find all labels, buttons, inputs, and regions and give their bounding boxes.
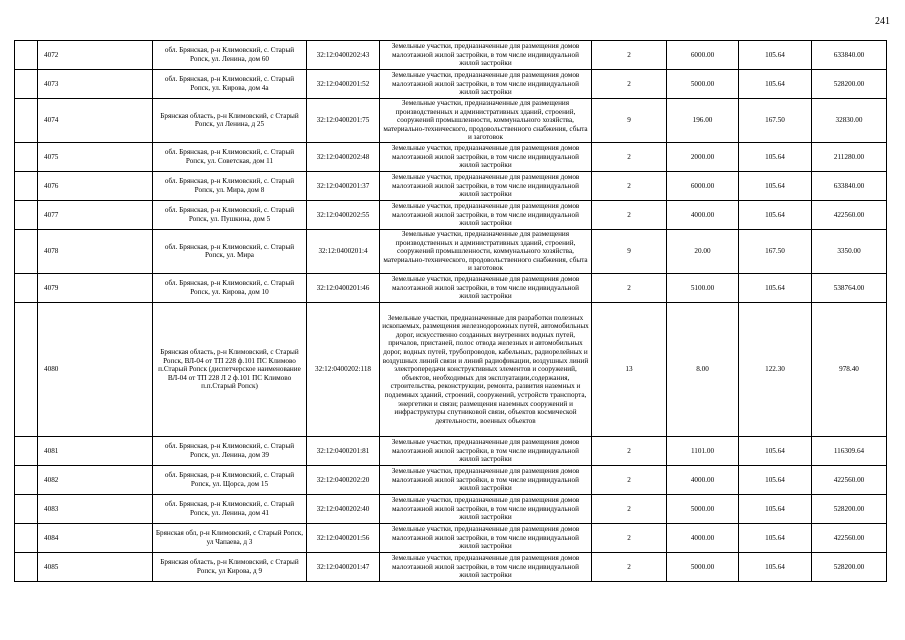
blank-margin-cell: [15, 171, 38, 200]
blank-margin-cell: [15, 436, 38, 465]
use-group-cell: 2: [592, 273, 667, 302]
use-group-cell: 2: [592, 523, 667, 552]
land-use-cell: Земельные участки, предназначенные для размещения производственных и административных зданий, строений, сооружений промышленности, коммунального хозяйства, материально-технического, продовольственного снабжения, сбыта и заготовок: [380, 229, 592, 273]
use-group-cell: 9: [592, 99, 667, 143]
area-cell: 8.00: [667, 302, 739, 436]
area-cell: 5000.00: [667, 494, 739, 523]
table-row: [15, 465, 887, 494]
land-use-cell: Земельные участки, предназначенные для размещения домов малоэтажной жилой застройки, в том числе индивидуальной жилой застройки: [380, 273, 592, 302]
land-use-cell: Земельные участки, предназначенные для размещения домов малоэтажной жилой застройки, в том числе индивидуальной жилой застройки: [380, 494, 592, 523]
table-body: [15, 41, 887, 582]
specific-value-cell: 122.30: [739, 302, 812, 436]
land-use-cell: Земельные участки, предназначенные для размещения производственных и административных зданий, строений, сооружений промышленности, коммунального хозяйства, материально-технического, продовольственного снабжения, сбыта и заготовок: [380, 99, 592, 143]
blank-margin-cell: [15, 200, 38, 229]
cadastral-number-cell: 32:12:0400201:52: [307, 70, 380, 99]
area-cell: 4000.00: [667, 200, 739, 229]
land-use-cell: Земельные участки, предназначенные для размещения домов малоэтажной жилой застройки, в том числе индивидуальной жилой застройки: [380, 171, 592, 200]
table-row: [15, 302, 887, 436]
row-number-cell: 4077: [38, 200, 153, 229]
cadastral-number-cell: 32:12:0400202:48: [307, 142, 380, 171]
table-row: [15, 99, 887, 143]
land-use-cell: Земельные участки, предназначенные для размещения домов малоэтажной жилой застройки, в том числе индивидуальной жилой застройки: [380, 523, 592, 552]
land-use-cell: Земельные участки, предназначенные для размещения домов малоэтажной жилой застройки, в том числе индивидуальной жилой застройки: [380, 200, 592, 229]
cadastral-number-cell: 32:12:0400201:4: [307, 229, 380, 273]
use-group-cell: 2: [592, 494, 667, 523]
address-cell: обл. Брянская, р-н Климовский, с. Старый Ропск, ул. Кирова, дом 4а: [153, 70, 307, 99]
specific-value-cell: 167.50: [739, 99, 812, 143]
cadastral-value-cell: 422560.00: [812, 523, 887, 552]
address-cell: обл. Брянская, р-н Климовский, с. Старый Ропск, ул. Мира: [153, 229, 307, 273]
blank-margin-cell: [15, 302, 38, 436]
row-number-cell: 4076: [38, 171, 153, 200]
specific-value-cell: 105.64: [739, 273, 812, 302]
table-row: [15, 436, 887, 465]
address-cell: обл. Брянская, р-н Климовский, с. Старый Ропск, ул. Ленина, дом 41: [153, 494, 307, 523]
blank-margin-cell: [15, 273, 38, 302]
use-group-cell: 2: [592, 552, 667, 581]
cadastral-number-cell: 32:12:0400201:37: [307, 171, 380, 200]
area-cell: 6000.00: [667, 41, 739, 70]
address-cell: Брянская область, р-н Климовский, с Старый Ропск, ул Ленина, д 25: [153, 99, 307, 143]
cadastral-value-cell: 528200.00: [812, 494, 887, 523]
area-cell: 4000.00: [667, 465, 739, 494]
address-cell: Брянская обл, р-н Климовский, с Старый Ропск, ул Чапаева, д 3: [153, 523, 307, 552]
cadastral-number-cell: 32:12:0400201:81: [307, 436, 380, 465]
row-number-cell: 4075: [38, 142, 153, 171]
row-number-cell: 4082: [38, 465, 153, 494]
area-cell: 5000.00: [667, 552, 739, 581]
cadastral-number-cell: 32:12:0400201:75: [307, 99, 380, 143]
use-group-cell: 2: [592, 200, 667, 229]
use-group-cell: 2: [592, 41, 667, 70]
specific-value-cell: 105.64: [739, 142, 812, 171]
specific-value-cell: 105.64: [739, 70, 812, 99]
cadastral-number-cell: 32:12:0400202:43: [307, 41, 380, 70]
land-use-cell: Земельные участки, предназначенные для размещения домов малоэтажной жилой застройки, в том числе индивидуальной жилой застройки: [380, 436, 592, 465]
address-cell: обл. Брянская, р-н Климовский, с. Старый Ропск, ул. Щорса, дом 15: [153, 465, 307, 494]
row-number-cell: 4073: [38, 70, 153, 99]
cadastral-value-cell: 633840.00: [812, 41, 887, 70]
row-number-cell: 4072: [38, 41, 153, 70]
use-group-cell: 9: [592, 229, 667, 273]
land-plots-table: [14, 40, 887, 582]
row-number-cell: 4085: [38, 552, 153, 581]
area-cell: 6000.00: [667, 171, 739, 200]
area-cell: 1101.00: [667, 436, 739, 465]
cadastral-value-cell: 116309.64: [812, 436, 887, 465]
address-cell: обл. Брянская, р-н Климовский, с. Старый Ропск, ул. Ленина, дом 39: [153, 436, 307, 465]
row-number-cell: 4081: [38, 436, 153, 465]
use-group-cell: 13: [592, 302, 667, 436]
cadastral-value-cell: 3350.00: [812, 229, 887, 273]
land-use-cell: Земельные участки, предназначенные для разработки полезных ископаемых, размещения железнодорожных путей, автомобильных дорог, искусственно созданных внутренних водных путей, причалов, пристаней, полос отвода железных и автомобильных дорог, водных путей, трубопроводов, кабельных, радиорелейных и воздушных линий связи и линий радиофикации, воздушных линий электропередачи конструктивных элементов и сооружений, объектов, необходимых для эксплуатации,содержания, строительства, реконструкции, ремонта, развития наземных и подземных зданий, строений, сооружений, устройств транспорта, энергетики и связи; размещения наземных сооружений и инфраструктуры спутниковой связи, объектов космической деятельности, военных объектов: [380, 302, 592, 436]
area-cell: 4000.00: [667, 523, 739, 552]
area-cell: 5100.00: [667, 273, 739, 302]
table-row: [15, 523, 887, 552]
land-use-cell: Земельные участки, предназначенные для размещения домов малоэтажной жилой застройки, в том числе индивидуальной жилой застройки: [380, 70, 592, 99]
cadastral-value-cell: 633840.00: [812, 171, 887, 200]
blank-margin-cell: [15, 99, 38, 143]
specific-value-cell: 105.64: [739, 171, 812, 200]
cadastral-number-cell: 32:12:0400201:47: [307, 552, 380, 581]
cadastral-value-cell: 528200.00: [812, 70, 887, 99]
cadastral-value-cell: 528200.00: [812, 552, 887, 581]
specific-value-cell: 105.64: [739, 523, 812, 552]
page-number: 241: [875, 16, 890, 27]
specific-value-cell: 167.50: [739, 229, 812, 273]
table-row: [15, 171, 887, 200]
specific-value-cell: 105.64: [739, 436, 812, 465]
area-cell: 20.00: [667, 229, 739, 273]
row-number-cell: 4084: [38, 523, 153, 552]
cadastral-number-cell: 32:12:0400201:46: [307, 273, 380, 302]
specific-value-cell: 105.64: [739, 41, 812, 70]
cadastral-number-cell: 32:12:0400201:56: [307, 523, 380, 552]
row-number-cell: 4080: [38, 302, 153, 436]
blank-margin-cell: [15, 70, 38, 99]
blank-margin-cell: [15, 142, 38, 171]
cadastral-number-cell: 32:12:0400202:40: [307, 494, 380, 523]
cadastral-value-cell: 538764.00: [812, 273, 887, 302]
area-cell: 5000.00: [667, 70, 739, 99]
blank-margin-cell: [15, 41, 38, 70]
blank-margin-cell: [15, 523, 38, 552]
address-cell: Брянская область, р-н Климовский, с Старый Ропск, ул Кирова, д 9: [153, 552, 307, 581]
area-cell: 196.00: [667, 99, 739, 143]
address-cell: обл. Брянская, р-н Климовский, с. Старый Ропск, ул. Ленина, дом 60: [153, 41, 307, 70]
table-row: [15, 200, 887, 229]
cadastral-number-cell: 32:12:0400202:118: [307, 302, 380, 436]
table-row: [15, 229, 887, 273]
row-number-cell: 4074: [38, 99, 153, 143]
row-number-cell: 4083: [38, 494, 153, 523]
table-row: [15, 142, 887, 171]
specific-value-cell: 105.64: [739, 200, 812, 229]
blank-margin-cell: [15, 552, 38, 581]
cadastral-number-cell: 32:12:0400202:20: [307, 465, 380, 494]
table-row: [15, 70, 887, 99]
area-cell: 2000.00: [667, 142, 739, 171]
use-group-cell: 2: [592, 465, 667, 494]
table-row: [15, 41, 887, 70]
use-group-cell: 2: [592, 142, 667, 171]
table-row: [15, 273, 887, 302]
cadastral-value-cell: 422560.00: [812, 465, 887, 494]
table-row: [15, 552, 887, 581]
land-use-cell: Земельные участки, предназначенные для размещения домов малоэтажной жилой застройки, в том числе индивидуальной жилой застройки: [380, 465, 592, 494]
specific-value-cell: 105.64: [739, 465, 812, 494]
specific-value-cell: 105.64: [739, 552, 812, 581]
cadastral-value-cell: 978.40: [812, 302, 887, 436]
cadastral-value-cell: 211280.00: [812, 142, 887, 171]
row-number-cell: 4078: [38, 229, 153, 273]
land-use-cell: Земельные участки, предназначенные для размещения домов малоэтажной жилой застройки, в том числе индивидуальной жилой застройки: [380, 41, 592, 70]
cadastral-number-cell: 32:12:0400202:55: [307, 200, 380, 229]
table-row: [15, 494, 887, 523]
address-cell: Брянская область, р-н Климовский, с Старый Ропск, ВЛ-04 от ТП 228 ф.101 ПС Климово п.Старый Ропск (диспетчерское наименование ВЛ-04 от ТП 228 Л 2 ф.101 ПС Климово п.п.Старый Ропск): [153, 302, 307, 436]
land-use-cell: Земельные участки, предназначенные для размещения домов малоэтажной жилой застройки, в том числе индивидуальной жилой застройки: [380, 142, 592, 171]
use-group-cell: 2: [592, 436, 667, 465]
cadastral-value-cell: 422560.00: [812, 200, 887, 229]
address-cell: обл. Брянская, р-н Климовский, с. Старый Ропск, ул. Кирова, дом 10: [153, 273, 307, 302]
address-cell: обл. Брянская, р-н Климовский, с. Старый Ропск, ул. Пушкина, дом 5: [153, 200, 307, 229]
address-cell: обл. Брянская, р-н Климовский, с. Старый Ропск, ул. Советская, дом 11: [153, 142, 307, 171]
address-cell: обл. Брянская, р-н Климовский, с. Старый Ропск, ул. Мира, дом 8: [153, 171, 307, 200]
use-group-cell: 2: [592, 171, 667, 200]
blank-margin-cell: [15, 494, 38, 523]
blank-margin-cell: [15, 465, 38, 494]
blank-margin-cell: [15, 229, 38, 273]
cadastral-value-cell: 32830.00: [812, 99, 887, 143]
use-group-cell: 2: [592, 70, 667, 99]
land-use-cell: Земельные участки, предназначенные для размещения домов малоэтажной жилой застройки, в том числе индивидуальной жилой застройки: [380, 552, 592, 581]
row-number-cell: 4079: [38, 273, 153, 302]
specific-value-cell: 105.64: [739, 494, 812, 523]
